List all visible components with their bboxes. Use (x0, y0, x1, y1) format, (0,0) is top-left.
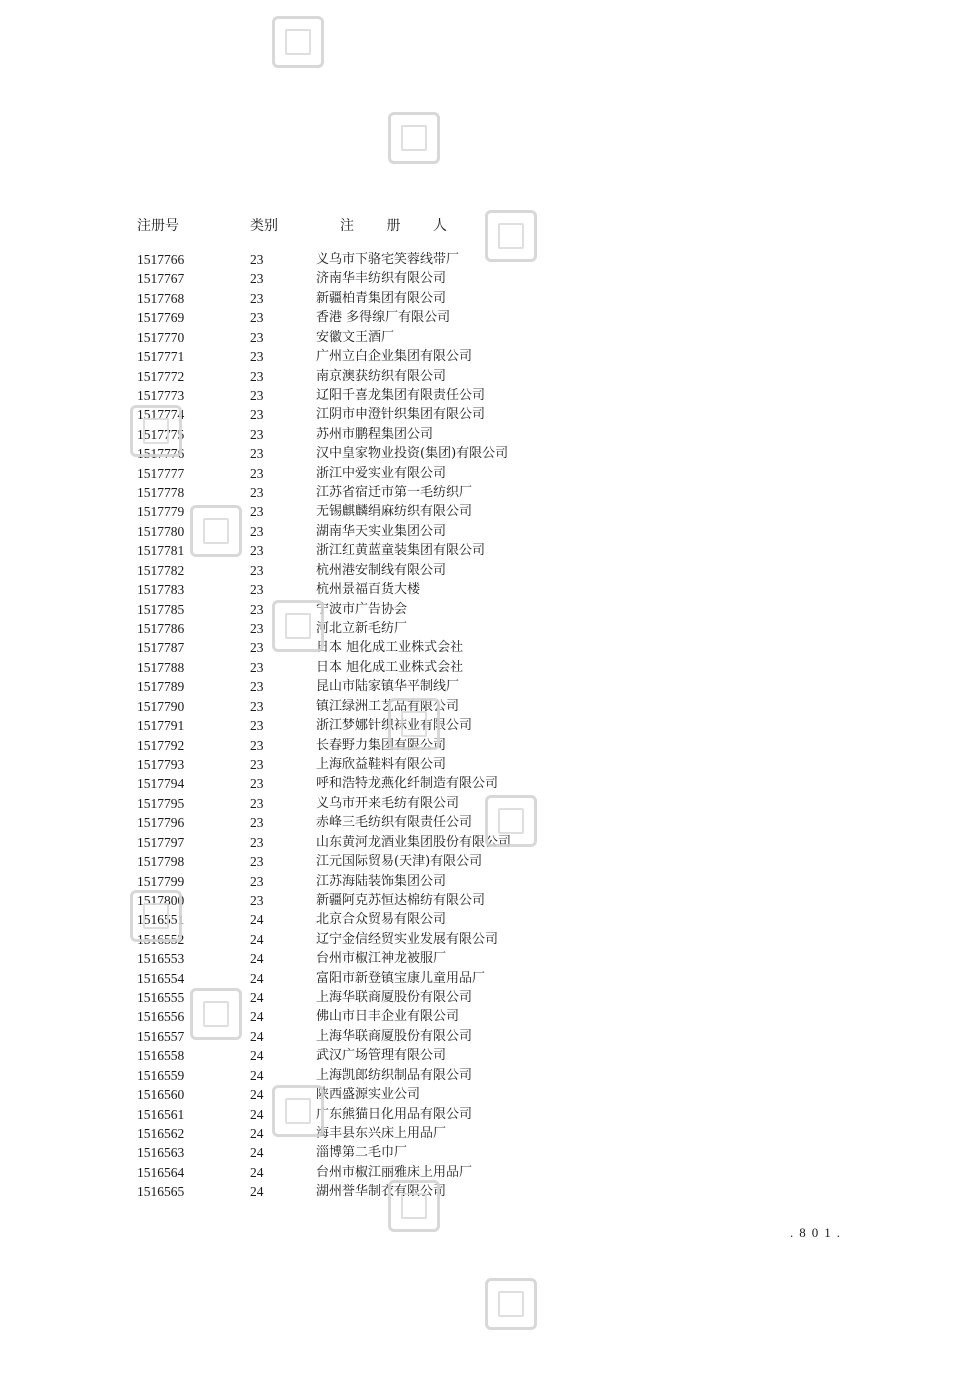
reg-no-cell: 1517774 (137, 407, 185, 423)
class-cell: 24 (250, 1048, 264, 1064)
registrant-cell: 赤峰三毛纺织有限责任公司 (316, 815, 473, 831)
registrant-cell: 江元国际贸易(天津)有限公司 (316, 854, 483, 870)
registrant-cell: 江阴市申澄针织集团有限公司 (316, 407, 486, 423)
class-cell: 23 (250, 310, 264, 326)
class-cell: 24 (250, 1009, 264, 1025)
class-cell: 24 (250, 970, 264, 986)
reg-no-cell: 1517796 (137, 815, 185, 831)
class-cell: 23 (250, 485, 264, 501)
table-row (0, 716, 980, 735)
class-cell: 24 (250, 990, 264, 1006)
registrant-cell: 南京澳获纺织有限公司 (316, 368, 447, 384)
registrant-cell: 义乌市开来毛纺有限公司 (316, 795, 460, 811)
registrant-cell: 佛山市日丰企业有限公司 (316, 1009, 460, 1025)
reg-no-cell: 1517778 (137, 485, 185, 501)
registrant-cell: 上海华联商厦股份有限公司 (316, 1028, 473, 1044)
table-row (0, 677, 980, 696)
registrant-cell: 杭州景福百货大楼 (316, 582, 421, 598)
reg-no-cell: 1517779 (137, 504, 185, 520)
reg-no-cell: 1517790 (137, 698, 185, 714)
class-cell: 23 (250, 756, 264, 772)
registrant-cell: 淄博第二毛巾厂 (316, 1145, 408, 1161)
registrant-cell: 无锡麒麟绢麻纺织有限公司 (316, 504, 473, 520)
reg-no-cell: 1517786 (137, 621, 185, 637)
registrant-cell: 富阳市新登镇宝康儿童用品厂 (316, 970, 486, 986)
class-cell: 23 (250, 659, 264, 675)
table-row (0, 541, 980, 560)
class-cell: 23 (250, 776, 264, 792)
registrant-cell: 杭州港安制线有限公司 (316, 562, 447, 578)
table-row (0, 269, 980, 288)
class-cell: 23 (250, 465, 264, 481)
registrant-cell: 浙江红黄蓝童装集团有限公司 (316, 543, 486, 559)
table-row (0, 308, 980, 327)
reg-no-cell: 1516563 (137, 1145, 185, 1161)
class-cell: 24 (250, 912, 264, 928)
class-cell: 23 (250, 252, 264, 267)
watermark-stamp (272, 16, 324, 68)
table-row (0, 1027, 980, 1046)
watermark-stamp (485, 795, 537, 847)
reg-no-cell: 1517769 (137, 310, 185, 326)
watermark-stamp (272, 600, 324, 652)
reg-no-cell: 1516551 (137, 912, 185, 928)
table-row (0, 969, 980, 988)
registrant-cell: 广州立白企业集团有限公司 (316, 349, 473, 365)
table-row (0, 1124, 980, 1143)
table-row (0, 1163, 980, 1182)
registrant-cell: 新疆阿克苏恒达棉纺有限公司 (316, 892, 486, 908)
table-row (0, 1066, 980, 1085)
registrant-cell: 宁波市广告协会 (316, 601, 408, 617)
registrant-cell: 辽阳千喜龙集团有限责任公司 (316, 387, 486, 403)
class-cell: 23 (250, 621, 264, 637)
reg-no-cell: 1516557 (137, 1028, 185, 1044)
registrant-cell: 上海凯郎纺织制品有限公司 (316, 1067, 473, 1083)
registrant-cell: 呼和浩特龙燕化纤制造有限公司 (316, 776, 499, 792)
registrant-cell: 北京合众贸易有限公司 (316, 912, 447, 928)
registrant-cell: 陕西盛源实业公司 (316, 1087, 421, 1103)
reg-no-cell: 1517797 (137, 834, 185, 850)
reg-no-cell: 1516554 (137, 970, 185, 986)
page-number: .801. (790, 1225, 846, 1240)
registrant-cell: 日本 旭化成工业株式会社 (316, 640, 464, 656)
registrant-cell: 河北立新毛纺厂 (316, 621, 408, 637)
table-row (0, 464, 980, 483)
table-row (0, 697, 980, 716)
table-row (0, 949, 980, 968)
registrant-cell: 上海欣益鞋料有限公司 (316, 756, 447, 772)
registrant-cell: 义乌市下骆宅笑蓉线带厂 (316, 252, 460, 267)
registrant-cell: 湖州誉华制衣有限公司 (316, 1184, 447, 1200)
class-cell: 24 (250, 1145, 264, 1161)
reg-no-cell: 1517775 (137, 426, 185, 442)
registrant-cell: 武汉广场管理有限公司 (316, 1048, 447, 1064)
registrant-cell: 上海华联商厦股份有限公司 (316, 990, 473, 1006)
registrant-cell: 浙江梦娜针织袜业有限公司 (316, 718, 473, 734)
reg-no-cell: 1517781 (137, 543, 185, 559)
reg-no-cell: 1516559 (137, 1067, 185, 1083)
registrant-cell: 山东黄河龙酒业集团股份有限公司 (316, 834, 512, 850)
reg-no-cell: 1517771 (137, 349, 185, 365)
reg-no-cell: 1517793 (137, 756, 185, 772)
class-cell: 23 (250, 426, 264, 442)
registrant-cell: 安徽文王酒厂 (316, 329, 395, 345)
class-cell: 24 (250, 951, 264, 967)
table-row (0, 328, 980, 347)
table-row (0, 347, 980, 366)
reg-no-cell: 1516556 (137, 1009, 185, 1025)
reg-no-cell: 1516553 (137, 951, 185, 967)
watermark-stamp (130, 890, 185, 942)
reg-no-cell: 1517785 (137, 601, 185, 617)
class-cell: 23 (250, 892, 264, 908)
class-cell: 23 (250, 815, 264, 831)
watermark-stamp (272, 1085, 324, 1137)
registrant-cell: 广东熊猫日化用品有限公司 (316, 1106, 473, 1122)
registrant-cell: 浙江中爱实业有限公司 (316, 465, 447, 481)
reg-no-cell: 1516560 (137, 1087, 185, 1103)
reg-no-cell: 1517795 (137, 795, 185, 811)
table-row (0, 483, 980, 502)
reg-no-cell: 1517800 (137, 892, 185, 908)
reg-no-cell: 1517768 (137, 290, 185, 306)
reg-no-cell: 1517789 (137, 679, 185, 695)
class-cell: 23 (250, 387, 264, 403)
reg-no-cell: 1517788 (137, 659, 185, 675)
class-cell: 24 (250, 1028, 264, 1044)
table-row (0, 1143, 980, 1162)
header-class: 类别 (250, 218, 278, 234)
registrant-cell: 汉中皇家物业投资(集团)有限公司 (316, 446, 509, 462)
reg-no-cell: 1517776 (137, 446, 185, 462)
table-row (0, 658, 980, 677)
table-row (0, 1105, 980, 1124)
registrant-cell: 香港 多得缐厂有限公司 (316, 310, 451, 326)
table-row (0, 386, 980, 405)
reg-no-cell: 1517767 (137, 271, 185, 287)
reg-no-cell: 1516561 (137, 1106, 185, 1122)
header-registrant: 注 册 人 (340, 218, 461, 234)
table-row (0, 522, 980, 541)
reg-no-cell: 1517766 (137, 252, 185, 267)
class-cell: 23 (250, 290, 264, 306)
class-cell: 23 (250, 795, 264, 811)
watermark-stamp (388, 698, 440, 750)
class-cell: 24 (250, 1087, 264, 1103)
registration-list (0, 250, 980, 1202)
class-cell: 23 (250, 679, 264, 695)
table-row (0, 872, 980, 891)
reg-no-cell: 1517798 (137, 854, 185, 870)
reg-no-cell: 1516562 (137, 1125, 185, 1141)
table-row (0, 1007, 980, 1026)
watermark-stamp (190, 988, 242, 1040)
registrant-cell: 湖南华天实业集团公司 (316, 523, 447, 539)
class-cell: 23 (250, 504, 264, 520)
table-row (0, 638, 980, 657)
class-cell: 24 (250, 1067, 264, 1083)
table-row (0, 988, 980, 1007)
registrant-cell: 镇江绿洲工艺品有限公司 (316, 698, 460, 714)
registrant-cell: 昆山市陆家镇华平制线厂 (316, 679, 460, 695)
reg-no-cell: 1517773 (137, 387, 185, 403)
table-row (0, 774, 980, 793)
reg-no-cell: 1517780 (137, 523, 185, 539)
reg-no-cell: 1516565 (137, 1184, 185, 1200)
class-cell: 23 (250, 543, 264, 559)
class-cell: 23 (250, 271, 264, 287)
class-cell: 23 (250, 873, 264, 889)
class-cell: 24 (250, 1184, 264, 1200)
reg-no-cell: 1516558 (137, 1048, 185, 1064)
registrant-cell: 台州市椒江神龙被服厂 (316, 951, 447, 967)
watermark-stamp (485, 1278, 537, 1330)
reg-no-cell: 1517772 (137, 368, 185, 384)
table-row (0, 736, 980, 755)
class-cell: 23 (250, 349, 264, 365)
table-row (0, 1085, 980, 1104)
table-row (0, 600, 980, 619)
class-cell: 23 (250, 368, 264, 384)
class-cell: 23 (250, 562, 264, 578)
reg-no-cell: 1516555 (137, 990, 185, 1006)
registrant-cell: 台州市椒江丽雅床上用品厂 (316, 1164, 473, 1180)
class-cell: 23 (250, 407, 264, 423)
class-cell: 24 (250, 931, 264, 947)
watermark-stamp (388, 1180, 440, 1232)
watermark-stamp (388, 112, 440, 164)
class-cell: 23 (250, 446, 264, 462)
watermark-stamp (130, 405, 185, 457)
reg-no-cell: 1516552 (137, 931, 185, 947)
class-cell: 24 (250, 1125, 264, 1141)
reg-no-cell: 1517777 (137, 465, 185, 481)
class-cell: 23 (250, 737, 264, 753)
reg-no-cell: 1517794 (137, 776, 185, 792)
registrant-cell: 江苏省宿迁市第一毛纺织厂 (316, 485, 473, 501)
class-cell: 24 (250, 1164, 264, 1180)
table-row (0, 367, 980, 386)
registrant-cell: 日本 旭化成工业株式会社 (316, 659, 464, 675)
registrant-cell: 苏州市鹏程集团公司 (316, 426, 434, 442)
reg-no-cell: 1517787 (137, 640, 185, 656)
class-cell: 23 (250, 718, 264, 734)
reg-no-cell: 1516564 (137, 1164, 185, 1180)
reg-no-cell: 1517791 (137, 718, 185, 734)
reg-no-cell: 1517799 (137, 873, 185, 889)
registrant-cell: 江苏海陆装饰集团公司 (316, 873, 447, 889)
class-cell: 23 (250, 582, 264, 598)
watermark-stamp (485, 210, 537, 262)
reg-no-cell: 1517792 (137, 737, 185, 753)
class-cell: 24 (250, 1106, 264, 1122)
class-cell: 23 (250, 854, 264, 870)
registrant-cell: 长春野力集团有限公司 (316, 737, 447, 753)
table-row (0, 1182, 980, 1201)
watermark-stamp (190, 505, 242, 557)
class-cell: 23 (250, 640, 264, 656)
class-cell: 23 (250, 698, 264, 714)
table-row (0, 561, 980, 580)
registrant-cell: 辽宁金信经贸实业发展有限公司 (316, 931, 499, 947)
table-row (0, 619, 980, 638)
reg-no-cell: 1517783 (137, 582, 185, 598)
class-cell: 23 (250, 834, 264, 850)
reg-no-cell: 1517782 (137, 562, 185, 578)
table-row (0, 1046, 980, 1065)
header-reg-no: 注册号 (137, 218, 179, 234)
table-row (0, 289, 980, 308)
table-row (0, 580, 980, 599)
reg-no-cell: 1517770 (137, 329, 185, 345)
registrant-cell: 海丰县东兴床上用品厂 (316, 1125, 447, 1141)
table-row (0, 755, 980, 774)
class-cell: 23 (250, 329, 264, 345)
table-row (0, 502, 980, 521)
registrant-cell: 济南华丰纺织有限公司 (316, 271, 447, 287)
class-cell: 23 (250, 523, 264, 539)
class-cell: 23 (250, 601, 264, 617)
registrant-cell: 新疆柏青集团有限公司 (316, 290, 447, 306)
table-row (0, 852, 980, 871)
